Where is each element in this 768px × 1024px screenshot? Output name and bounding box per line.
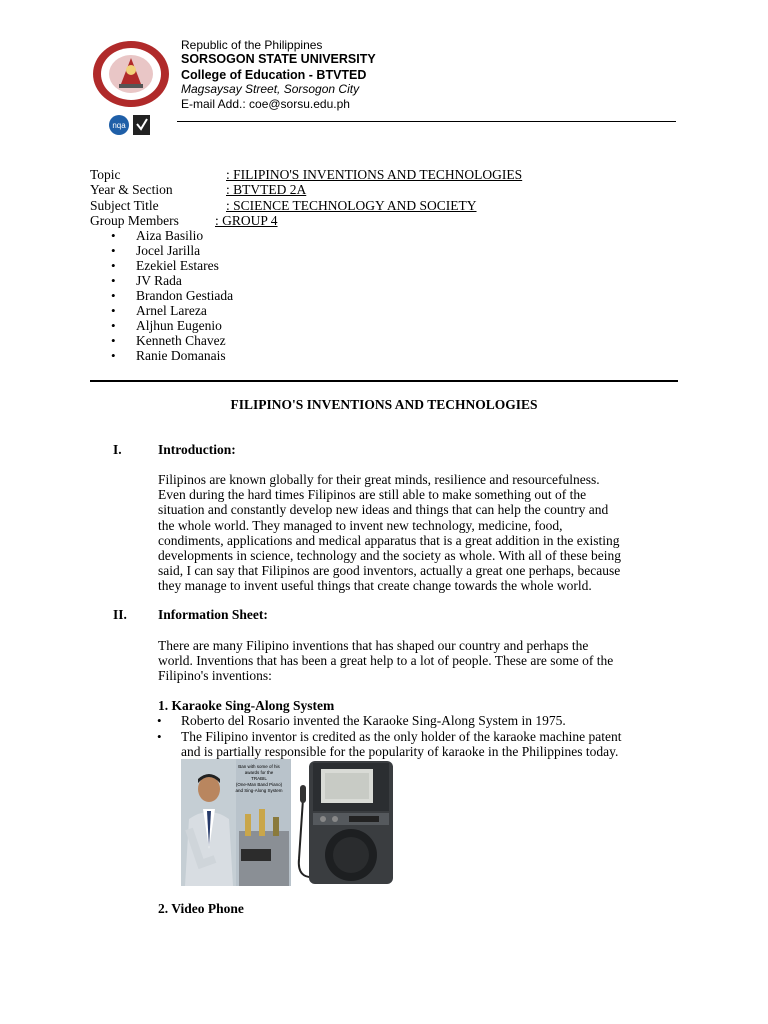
- subject-value: : SCIENCE TECHNOLOGY AND SOCIETY: [226, 198, 477, 213]
- caption-line: awards for the: [244, 770, 274, 775]
- topic-label: Topic: [90, 167, 121, 182]
- bullet: •: [111, 348, 116, 363]
- section-divider: [90, 380, 678, 382]
- caption-line: (One-Man Band Piano): [235, 782, 283, 787]
- information-paragraph: [158, 638, 678, 684]
- bullet: •: [111, 273, 116, 288]
- paragraph-line: developments in science, technology and the society as whole. With all of these being: [158, 548, 621, 564]
- group-value: : GROUP 4: [215, 213, 278, 228]
- invention-2-title: 2. Video Phone: [158, 901, 244, 916]
- bullet: •: [111, 318, 116, 333]
- email-line: E-mail Add.: coe@sorsu.edu.ph: [181, 97, 350, 111]
- college-name: College of Education - BTVTED: [181, 68, 367, 82]
- member-name: Aljhun Eugenio: [136, 318, 222, 333]
- invention-1-bullet-2a: The Filipino inventor is credited as the only holder of the karaoke machine patent: [181, 729, 622, 744]
- year-label: Year & Section: [90, 182, 173, 197]
- group-label: Group Members: [90, 213, 179, 228]
- member-name: Arnel Lareza: [136, 303, 207, 318]
- year-value: : BTVTED 2A: [226, 182, 307, 197]
- badge-label: nqa: [112, 121, 126, 130]
- university-name: SORSOGON STATE UNIVERSITY: [181, 52, 376, 66]
- invention-1-bullet-2b: and is partially responsible for the popularity of karaoke in the Philippines today.: [181, 744, 619, 759]
- section-1-title: Introduction:: [158, 442, 236, 457]
- introduction-paragraph: [158, 472, 678, 594]
- bullet: •: [111, 258, 116, 273]
- address-line: Magsaysay Street, Sorsogon City: [181, 82, 360, 96]
- member-name: Aiza Basilio: [136, 228, 204, 243]
- section-1-number: I.: [113, 442, 122, 457]
- bullet: •: [157, 713, 162, 728]
- paragraph-line: world. Inventions that has been a great help to a lot of people. These are some of the: [158, 653, 614, 669]
- karaoke-machine-photo: [293, 759, 396, 886]
- paragraph-line: Filipino's inventions:: [158, 668, 272, 684]
- section-2-number: II.: [113, 607, 127, 622]
- bullet: •: [111, 228, 116, 243]
- bullet: •: [111, 303, 116, 318]
- bullet: •: [157, 729, 162, 744]
- header-divider: [177, 121, 676, 122]
- paragraph-line: Even during the hard times Filipinos are still able to make something out of the: [158, 487, 587, 503]
- paragraph-line: situation and constantly develop new ideas and things that can help the country and: [158, 502, 609, 518]
- bullet: •: [111, 333, 116, 348]
- invention-1-title: 1. Karaoke Sing-Along System: [158, 698, 335, 713]
- university-seal: [91, 40, 171, 108]
- paragraph-line: they manage to invent useful things that create change towards the whole world.: [158, 578, 592, 594]
- caption-line: TRABIL: [251, 776, 267, 781]
- bullet: •: [111, 288, 116, 303]
- paragraph-line: Filipinos are known globally for their great minds, resilience and resourcefulness.: [158, 472, 600, 487]
- member-name: Jocel Jarilla: [136, 243, 201, 258]
- caption-line: Ban with some of his: [238, 764, 280, 769]
- section-2-title: Information Sheet:: [158, 607, 268, 622]
- member-name: Brandon Gestiada: [136, 288, 234, 303]
- topic-value: : FILIPINO'S INVENTIONS AND TECHNOLOGIES: [226, 167, 523, 182]
- member-name: Ezekiel Estares: [136, 258, 219, 273]
- member-name: Ranie Domanais: [136, 348, 226, 363]
- caption-line: and Sing-Along System: [235, 788, 283, 793]
- paragraph-line: condiments, applications and medical apparatus that is a great addition in the existing: [158, 532, 620, 548]
- member-name: JV Rada: [136, 273, 182, 288]
- document-title: FILIPINO'S INVENTIONS AND TECHNOLOGIES: [230, 397, 538, 412]
- inventor-photo: [181, 759, 291, 886]
- subject-label: Subject Title: [90, 198, 159, 213]
- invention-1-bullet-1: Roberto del Rosario invented the Karaoke Sing-Along System in 1975.: [181, 713, 566, 728]
- paragraph-line: the whole world. They managed to invent new technology, medicine, food,: [158, 517, 563, 533]
- certification-badges: [108, 114, 152, 136]
- member-name: Kenneth Chavez: [136, 333, 226, 348]
- bullet: •: [111, 243, 116, 258]
- paragraph-line: said, I can say that Filipinos are good inventors, actually a great one perhaps, because: [158, 563, 621, 579]
- paragraph-line: There are many Filipino inventions that has shaped our country and perhaps the: [158, 638, 589, 653]
- republic-line: Republic of the Philippines: [181, 38, 323, 52]
